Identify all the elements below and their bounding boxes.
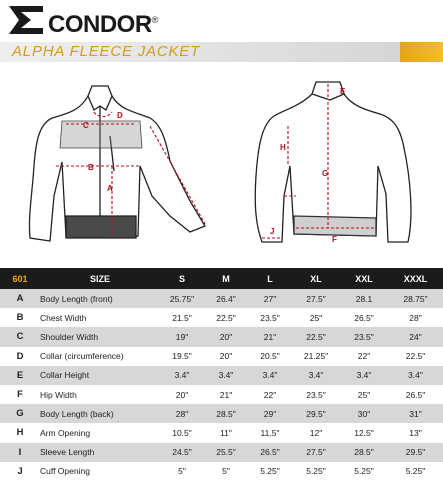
label-e: E: [340, 87, 346, 96]
cell-xxl: 30": [357, 408, 371, 419]
table-row: [0, 404, 443, 423]
cell-xl: 23.5": [306, 389, 326, 400]
label-g: G: [322, 169, 329, 178]
cell-s: 21.5": [172, 312, 192, 323]
row-key: D: [16, 350, 24, 362]
label-f: F: [332, 235, 337, 244]
cell-l: 23.5": [260, 312, 280, 323]
cell-xxxl: 5.25": [405, 466, 426, 477]
cell-xxl: 28.5": [354, 447, 374, 458]
cell-m: 11": [220, 427, 232, 438]
label-h: H: [280, 143, 286, 152]
cell-xxl: 22": [357, 351, 371, 362]
cell-xl: 27.5": [306, 447, 326, 458]
cell-m: 22.5": [216, 312, 236, 323]
label-a: A: [107, 184, 113, 193]
cell-s: 5": [178, 466, 186, 477]
row-name: Chest Width: [40, 312, 87, 323]
table-row: [0, 366, 443, 385]
row-key: F: [17, 389, 23, 401]
cell-xxxl: 22.5": [405, 351, 426, 362]
cell-m: 21": [219, 389, 233, 400]
cell-xl: 3.4": [308, 370, 324, 381]
cell-xxl: 12.5": [354, 427, 374, 438]
row-key: I: [18, 446, 22, 458]
row-name: Collar Height: [40, 370, 90, 381]
cell-m: 25.5": [216, 447, 236, 458]
size-header-xxxl: XXXL: [403, 273, 428, 284]
cell-xl: 5.25": [306, 466, 326, 477]
cell-xxl: 23.5": [354, 331, 374, 342]
size-chart-table: [0, 268, 443, 481]
cell-s: 3.4": [174, 370, 190, 381]
product-title-bar: [0, 40, 443, 62]
cell-xxl: 28.1: [355, 293, 373, 304]
row-key: A: [16, 293, 24, 305]
table-row: [0, 462, 443, 481]
product-title: ALPHA FLEECE JACKET: [12, 43, 201, 60]
size-header-m: M: [222, 273, 230, 284]
cell-l: 27": [263, 293, 277, 304]
table-header-row: [0, 268, 443, 289]
cell-s: 19.5": [172, 351, 192, 362]
cell-s: 28": [175, 408, 189, 419]
row-name: Cuff Opening: [40, 466, 90, 477]
cell-m: 3.4": [218, 370, 234, 381]
cell-xxxl: 31": [409, 408, 422, 419]
brand-header: [0, 0, 443, 40]
brand-logo: CONDOR®: [48, 11, 158, 38]
cell-xxl: 25": [357, 389, 371, 400]
cell-xxl: 3.4": [356, 370, 372, 381]
table-row: [0, 327, 443, 346]
cell-l: 22": [263, 389, 277, 400]
accent-block: [400, 42, 443, 62]
size-header-xl: XL: [310, 273, 322, 284]
cell-xxxl: 3.4": [408, 370, 423, 381]
front-jacket-drawing: [29, 86, 205, 241]
row-name: Sleeve Length: [40, 447, 95, 458]
table-row: [0, 308, 443, 327]
row-name: Shoulder Width: [40, 331, 99, 342]
measurement-diagram: [0, 66, 443, 266]
cell-xl: 25": [309, 312, 323, 323]
cell-xxxl: 26.5": [405, 389, 426, 400]
cell-xxxl: 28": [409, 312, 422, 323]
cell-m: 28.5": [216, 408, 236, 419]
row-name: Body Length (back): [40, 408, 114, 419]
product-code: 601: [12, 273, 28, 284]
row-key: H: [16, 427, 24, 439]
cell-l: 20.5": [260, 351, 280, 362]
label-c: C: [83, 121, 89, 130]
cell-xl: 22.5": [306, 331, 326, 342]
size-header-s: S: [178, 273, 185, 284]
table-row: [0, 385, 443, 404]
cell-s: 24.5": [172, 447, 192, 458]
table-row: [0, 443, 443, 462]
cell-xxl: 5.25": [354, 466, 374, 477]
cell-m: 20": [219, 351, 233, 362]
cell-xl: 12": [309, 427, 323, 438]
row-name: Body Length (front): [40, 293, 113, 304]
label-b: B: [88, 163, 94, 172]
row-name: Hip Width: [40, 389, 77, 400]
cell-m: 5": [222, 466, 230, 477]
cell-xxxl: 13": [409, 427, 422, 438]
row-name: Collar (circumference): [40, 351, 124, 362]
cell-xl: 27.5": [306, 293, 326, 304]
cell-m: 20": [219, 331, 233, 342]
jacket-diagram-svg: [0, 66, 443, 266]
row-key: C: [16, 331, 24, 343]
cell-xl: 21.25": [303, 351, 329, 362]
condor-chevron-icon: [9, 6, 43, 34]
row-key: E: [16, 369, 24, 381]
table-row: [0, 423, 443, 442]
cell-xxxl: 29.5": [405, 447, 426, 458]
row-key: J: [17, 465, 23, 477]
cell-xxxl: 24": [409, 331, 422, 342]
cell-xxxl: 28.75": [403, 293, 428, 304]
table-row: [0, 289, 443, 308]
cell-s: 10.5": [172, 427, 192, 438]
cell-s: 20": [175, 389, 189, 400]
cell-s: 25.75": [169, 293, 195, 304]
size-header-l: L: [267, 273, 273, 284]
row-name: Arm Opening: [40, 427, 91, 438]
cell-l: 26.5": [260, 447, 280, 458]
row-key: G: [16, 408, 24, 420]
cell-l: 11.5": [260, 427, 280, 438]
label-j: J: [270, 227, 275, 236]
size-header-xxl: XXL: [355, 273, 373, 284]
cell-l: 3.4": [262, 370, 278, 381]
cell-xxl: 26.5": [354, 312, 374, 323]
table-row: [0, 347, 443, 366]
back-jacket-drawing: [255, 82, 411, 242]
row-key: B: [16, 312, 24, 324]
cell-l: 29": [263, 408, 277, 419]
cell-xl: 29.5": [306, 408, 326, 419]
size-column-header: SIZE: [89, 273, 110, 284]
label-d: D: [117, 111, 123, 120]
cell-l: 21": [263, 331, 277, 342]
cell-s: 19": [175, 331, 189, 342]
cell-l: 5.25": [260, 466, 280, 477]
cell-m: 26.4": [216, 293, 236, 304]
